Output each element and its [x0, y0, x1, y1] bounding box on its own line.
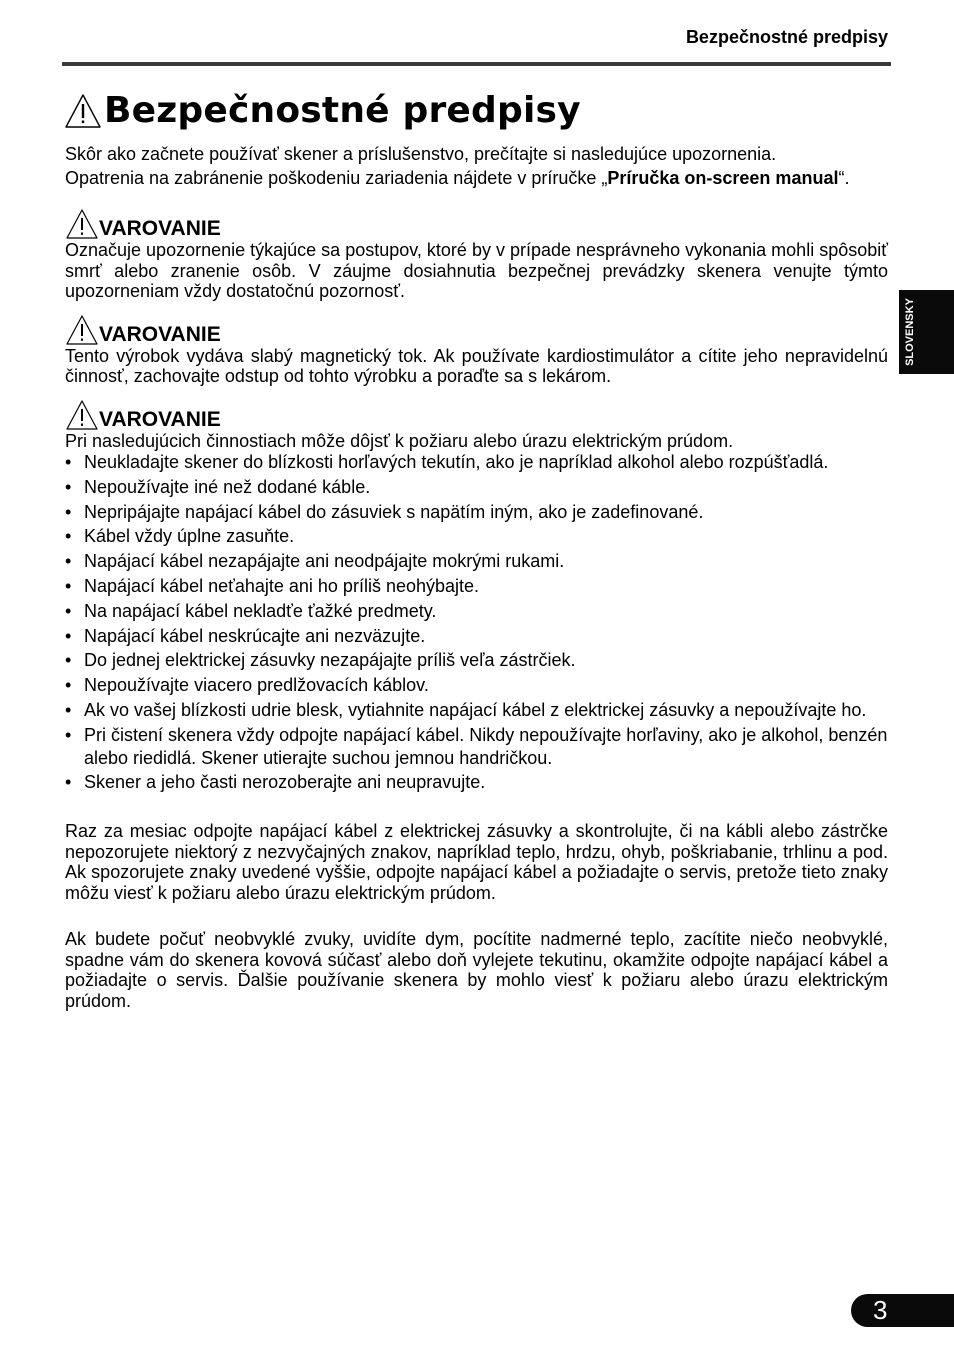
- inspection-paragraph: Raz za mesiac odpojte napájací kábel z elektrickej zásuvky a skontrolujte, či na kábli alebo zástrčke nepozorujete niektorý z nezvyčajných znakov, napríklad teplo, hrdzu, ohyb, poškriabanie, trhlinu a pod. Ak spozorujete znaky uvedené vyššie, odpojte napájací kábel a požiadajte o servis, pretože tieto znaky môžu viesť k požiaru alebo úrazu elektrickým prúdom.: [65, 821, 888, 903]
- page-number-tab: [851, 1294, 954, 1327]
- list-item: • Ak vo vašej blízkosti udrie blesk, vytiahnite napájací kábel z elektrickej zásuvky a nepoužívajte ho.: [65, 699, 888, 722]
- list-item: • Na napájací kábel nekladťe ťažké predmety.: [65, 600, 888, 623]
- warning-heading-text: VAROVANIE: [99, 217, 221, 240]
- list-item: • Napájací kábel neskrúcajte ani nezväzujte.: [65, 625, 888, 648]
- warning-heading-text: VAROVANIE: [99, 407, 221, 431]
- warning-triangle-icon: [65, 314, 99, 346]
- header-divider: [62, 62, 891, 66]
- language-tab: [899, 290, 954, 374]
- intro: [65, 144, 888, 188]
- list-item: • Do jednej elektrickej zásuvky nezapájajte príliš veľa zástrčiek.: [65, 649, 888, 672]
- malfunction-paragraph: Ak budete počuť neobvyklé zvuky, uvidíte dym, pocítite nadmerné teplo, zacítite niečo neobvyklé, spadne vám do skenera kovová súčasť alebo doň vylejete tekutinu, okamžite odpojte napájací kábel a požiadajte o servis. Ďalšie používanie skenera by mohlo viesť k požiaru alebo úrazu elektrickým prúdom.: [65, 929, 888, 1011]
- intro-line-1: Skôr ako začnete používať skener a príslušenstvo, prečítajte si nasledujúce upozornenia.: [65, 144, 777, 164]
- list-item: • Skener a jeho časti nerozoberajte ani neupravujte.: [65, 771, 888, 794]
- language-tab-label: SLOVENSKY: [904, 298, 916, 366]
- list-item: • Neukladajte skener do blízkosti horľavých tekutín, ako je napríklad alkohol alebo rozpúšťadlá.: [65, 451, 888, 474]
- intro-line-2: [65, 168, 888, 189]
- warning-triangle-icon: [65, 399, 99, 431]
- list-item: • Pri čistení skenera vždy odpojte napájací kábel. Nikdy nepoužívajte horľaviny, ako je alkohol, benzén alebo riedidlá. Skener utierajte suchou jemnou handričkou.: [65, 724, 888, 770]
- warning-triangle-icon: [65, 208, 99, 240]
- page-title-text: Bezpečnostné predpisy: [104, 90, 581, 131]
- list-item: • Nepripájajte napájací kábel do zásuviek s napätím iným, ako je zadefinované.: [65, 501, 888, 524]
- list-item: • Nepoužívajte viacero predlžovacích káblov.: [65, 674, 888, 697]
- list-item: • Napájací kábel nezapájajte ani neodpájajte mokrými rukami.: [65, 550, 888, 573]
- page-title: [64, 90, 581, 131]
- warning-triangle-icon: [64, 93, 102, 129]
- warning-text: Označuje upozornenie týkajúce sa postupov, ktoré by v prípade nesprávneho vykonania mohli spôsobiť smrť alebo zranenie osôb. V záujme dosiahnutia bezpečnej prevádzky skenera venujte týmto upozorneniam vždy dostatočnú pozornosť.: [65, 240, 888, 301]
- warning-text: Pri nasledujúcich činnostiach môže dôjsť k požiaru alebo úrazu elektrickým prúdom.: [65, 430, 734, 451]
- warning-heading: [65, 399, 888, 431]
- warning-text: Tento výrobok vydáva slabý magnetický tok. Ak používate kardiostimulátor a cítite jeho nepravidelnú činnosť, zachovajte odstup od tohto výrobku a poraďte sa s lekárom.: [65, 345, 888, 386]
- list-item: • Nepoužívajte iné než dodané káble.: [65, 476, 888, 499]
- page-number: 3: [873, 1295, 888, 1325]
- warning-section-2: [65, 314, 888, 387]
- warning-section-3: [65, 399, 888, 795]
- page-content: [65, 144, 888, 1011]
- manual-reference: Príručka on-screen manual: [607, 167, 839, 188]
- warning-heading: [65, 208, 888, 240]
- warning-bullet-list: [65, 451, 888, 794]
- warning-heading: [65, 314, 888, 346]
- list-item: • Napájací kábel neťahajte ani ho príliš neohýbajte.: [65, 575, 888, 598]
- warning-section-1: [65, 208, 888, 302]
- intro-line-2-end: “.: [838, 167, 850, 188]
- intro-line-2-start: Opatrenia na zabránenie poškodeniu zariadenia nájdete v príručke „: [65, 167, 608, 188]
- running-header: Bezpečnostné predpisy: [685, 27, 888, 47]
- warning-heading-text: VAROVANIE: [99, 322, 221, 346]
- list-item: • Kábel vždy úplne zasuňte.: [65, 525, 888, 548]
